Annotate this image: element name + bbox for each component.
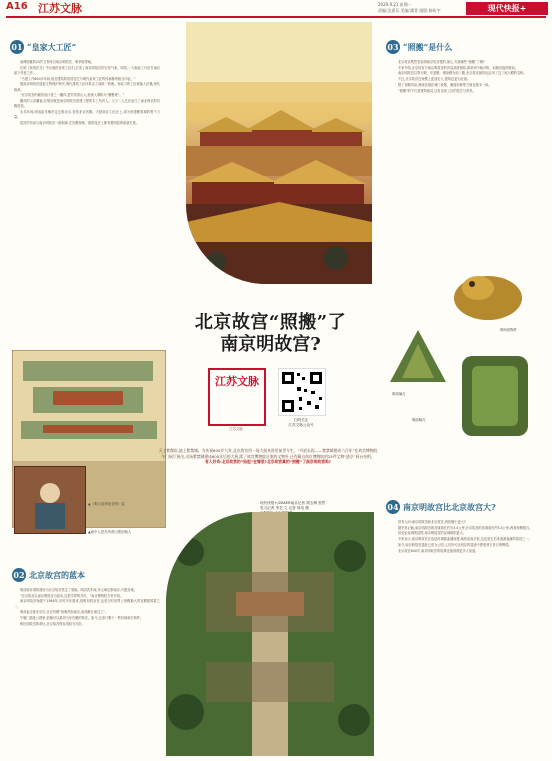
glazed-beast-icon	[448, 256, 528, 326]
paragraph: 永乐年间,明成祖朱棣决定迁都北京,营造北京宫殿。大批南京工匠北上,成为营建紫禁城的骨干力量。	[14, 109, 160, 120]
artifact-caption-3: 明绿釉瓦	[412, 418, 426, 422]
portrait-caption: ▲画中人是苏州香山帮创始人	[88, 530, 132, 534]
page-header	[0, 0, 552, 14]
section-number-badge: 02	[13, 570, 25, 580]
credit-line-2: 见习记者 李艺 文 记者 徐岚 摄	[260, 505, 309, 510]
paragraph: 南博院藏的25件文物来自南京明故宫、明孝陵等地。	[20, 60, 95, 64]
section-03-body	[392, 60, 540, 250]
intro-question: 有人好奇:北京故宫的“始祖”在哪里?北京故宫真的“照搬”了南京明故宫吗?	[204, 459, 331, 465]
aerial-palace-photo	[166, 512, 374, 756]
paragraph: 如今,南京明故宫遗址已成为公园,人们仍可从残存的遗迹中感受到它昔日的辉煌。	[398, 542, 512, 547]
section-number-badge: 04	[387, 502, 399, 512]
section-02-heading	[12, 568, 85, 582]
paragraph: 但若论皇城的范围,南京明故宫的皇城面积更大。	[398, 531, 466, 536]
paragraph: 南京明故宫始建于1366年,历时多年建成,是明初的皇宫,也是当时世界上规模最大的宫殿建筑群之一。	[14, 599, 160, 609]
green-tile-icon	[452, 350, 538, 446]
qr-caption	[268, 418, 334, 428]
section-03-heading	[386, 40, 452, 54]
section-04-body	[392, 520, 540, 756]
section-01-body	[14, 60, 160, 342]
brand-logo: 现代快报+	[466, 2, 548, 15]
paragraph: “古建工作600多年间,故宫建筑的营造技艺与明代皇家工匠的传承脉络相互印证。”	[20, 76, 136, 81]
qr-caption-line-1: 扫码关注	[293, 418, 309, 422]
paragraph: “北京故宫的最初设计者之一蒯祥,是苏州香山人,他被人尊称为“蒯鲁班”。”	[20, 93, 125, 98]
paragraph: “北京故宫以南京明故宫为蓝本,这是学界的共识。”南京博物院专家介绍。	[20, 593, 124, 598]
forbidden-city-photo	[186, 22, 372, 284]
portrait-painting	[14, 466, 86, 534]
section-02-body	[14, 588, 160, 756]
forbidden-city-illustration	[186, 22, 372, 284]
header-rule	[6, 16, 546, 18]
paragraph: 午朝门遗址公园里,依稀可以看到当年宫殿的恢宏。如今,这里只剩下一些柱础和石构件。	[20, 616, 144, 621]
paragraph: 常有人问:南京明故宫和北京故宫,到底哪个更大?	[398, 520, 466, 524]
intro-text: 天上紫微垣,地上紫禁城。为庆祝600岁大寿,北京故宫用一场大展来讲述前世今生。“丹宸永固——紫禁城建成六百年”在故宫博物院午门展厅展出,这场紫禁城建成600年后的大展,除了故宫博物院自家的文物外,还有藏自南京博物院的25件文物“进京”同台亮相。	[158, 448, 378, 459]
editors-line: 责编:沈嘉乐 美编:潘青 组版:陈昕宇	[378, 8, 441, 13]
section-01-heading	[10, 40, 76, 54]
paragraph: 据南京明故宫遗址文物保护研究,明代建筑工匠体系由工部统一管理。有能力的工匠被编入匠籍,世代相承。	[14, 82, 160, 92]
paragraph: 明成祖迁都北京后,北京宫殿“规制悉如南京,而高敞壮丽过之”。	[20, 610, 109, 615]
section-title: 南京明故宫比北京故宫大?	[403, 501, 496, 512]
paragraph: 专家表示,南京明故宫在选址时填燕雀湖而建,地势前高后低,这也是它后来逐渐衰落的原因之一。	[398, 537, 532, 542]
section-title: “照搬”是什么	[403, 41, 453, 52]
article-intro	[158, 448, 378, 465]
paragraph: 北京故宫600岁,南京明故宫的故事也值得被更多人知道。	[398, 548, 479, 553]
paragraph: 北京故宫既然是参照南京故宫建的,那么,究竟哪些“照搬”了呢?	[398, 60, 485, 64]
paragraph: 除了宫殿布局,两座宫城在城门设置、御道形制等方面也基本一致。	[398, 82, 492, 87]
dateline: 2020.9.21 星期一	[378, 2, 412, 7]
aerial-illustration	[166, 512, 374, 756]
artifact-beast-1	[448, 256, 528, 326]
paragraph: “照搬”的不仅是建筑格局,还有皇家工匠的技艺与审美。	[398, 88, 476, 93]
paragraph: 据史料记载,南京明故宫的宫城周长约为3.4公里,北京故宫的宫城周长约3.4公里,两者规模相当。	[398, 525, 533, 530]
artifact-caption-1: 明吻兽陶件	[500, 328, 517, 332]
artifact-caption-2: 明琉璃瓦	[392, 392, 406, 396]
page-number: A16	[6, 1, 28, 12]
qr-caption-line-2: 江苏文脉公众号	[288, 422, 314, 427]
paragraph: 专家介绍,北京故宫与南京明故宫的布局高度相似,都采用中轴对称、前朝后寝的格局。	[398, 65, 518, 70]
column-seal: 江苏文脉	[208, 368, 266, 426]
qr-code-icon	[279, 369, 325, 415]
headline-line-1: 北京故宫“照搬”了	[194, 312, 347, 333]
paragraph: 蒯祥的父亲蒯福,在明初就是南京明故宫营建工程的木工负责人。父子二人先后参与了南北两京的宫殿营造。	[14, 98, 160, 109]
painting-caption: ▲《明太祖孝陵全图》卷	[88, 502, 125, 506]
paragraph: 不过,北京故宫在规模上更加宏大,建筑也更为壮丽。	[398, 77, 471, 82]
paragraph: 南京明故宫以奉天殿、华盖殿、谨身殿为前三殿,北京故宫最初也沿用了这三座大殿的名称。	[398, 71, 527, 76]
section-title: “皇家大工匠”	[27, 41, 77, 52]
seal-footer: 江苏文脉	[229, 427, 243, 431]
headline-line-2: 南京明故宫?	[220, 334, 321, 355]
artifact-tile-2	[452, 350, 538, 446]
paragraph: 相比明故宫的命运,北京故宫保存得较为完好。	[20, 621, 85, 626]
section-title: 江苏文脉	[38, 2, 82, 15]
paragraph: 故宫的布局与南京明故宫一脉相承,在宫殿规制、建筑技法上都有着明显的承袭关系。	[20, 120, 139, 125]
paragraph: 在明《营造法式》中记载的皇家工匠们,打造了南京明故宫的宏伟气象。明初,一大批能工巧匠在南京留下传世之作。	[14, 65, 160, 75]
section-04-heading	[386, 500, 496, 514]
credit-line-1: 现代快报+/ZAKER南京记者 胡玉梅 张然	[260, 501, 326, 505]
section-number-badge: 03	[387, 42, 399, 52]
section-number-badge: 01	[11, 42, 23, 52]
main-headline	[138, 312, 403, 356]
portrait-illustration	[15, 467, 85, 533]
paragraph: 明初南京城的建设为北京故宫奠定了基础。明洪武年间,朱元璋定都南京,兴建宫城。	[20, 588, 137, 592]
section-title: 北京故宫的蓝本	[29, 569, 85, 580]
qr-code[interactable]	[278, 368, 326, 416]
